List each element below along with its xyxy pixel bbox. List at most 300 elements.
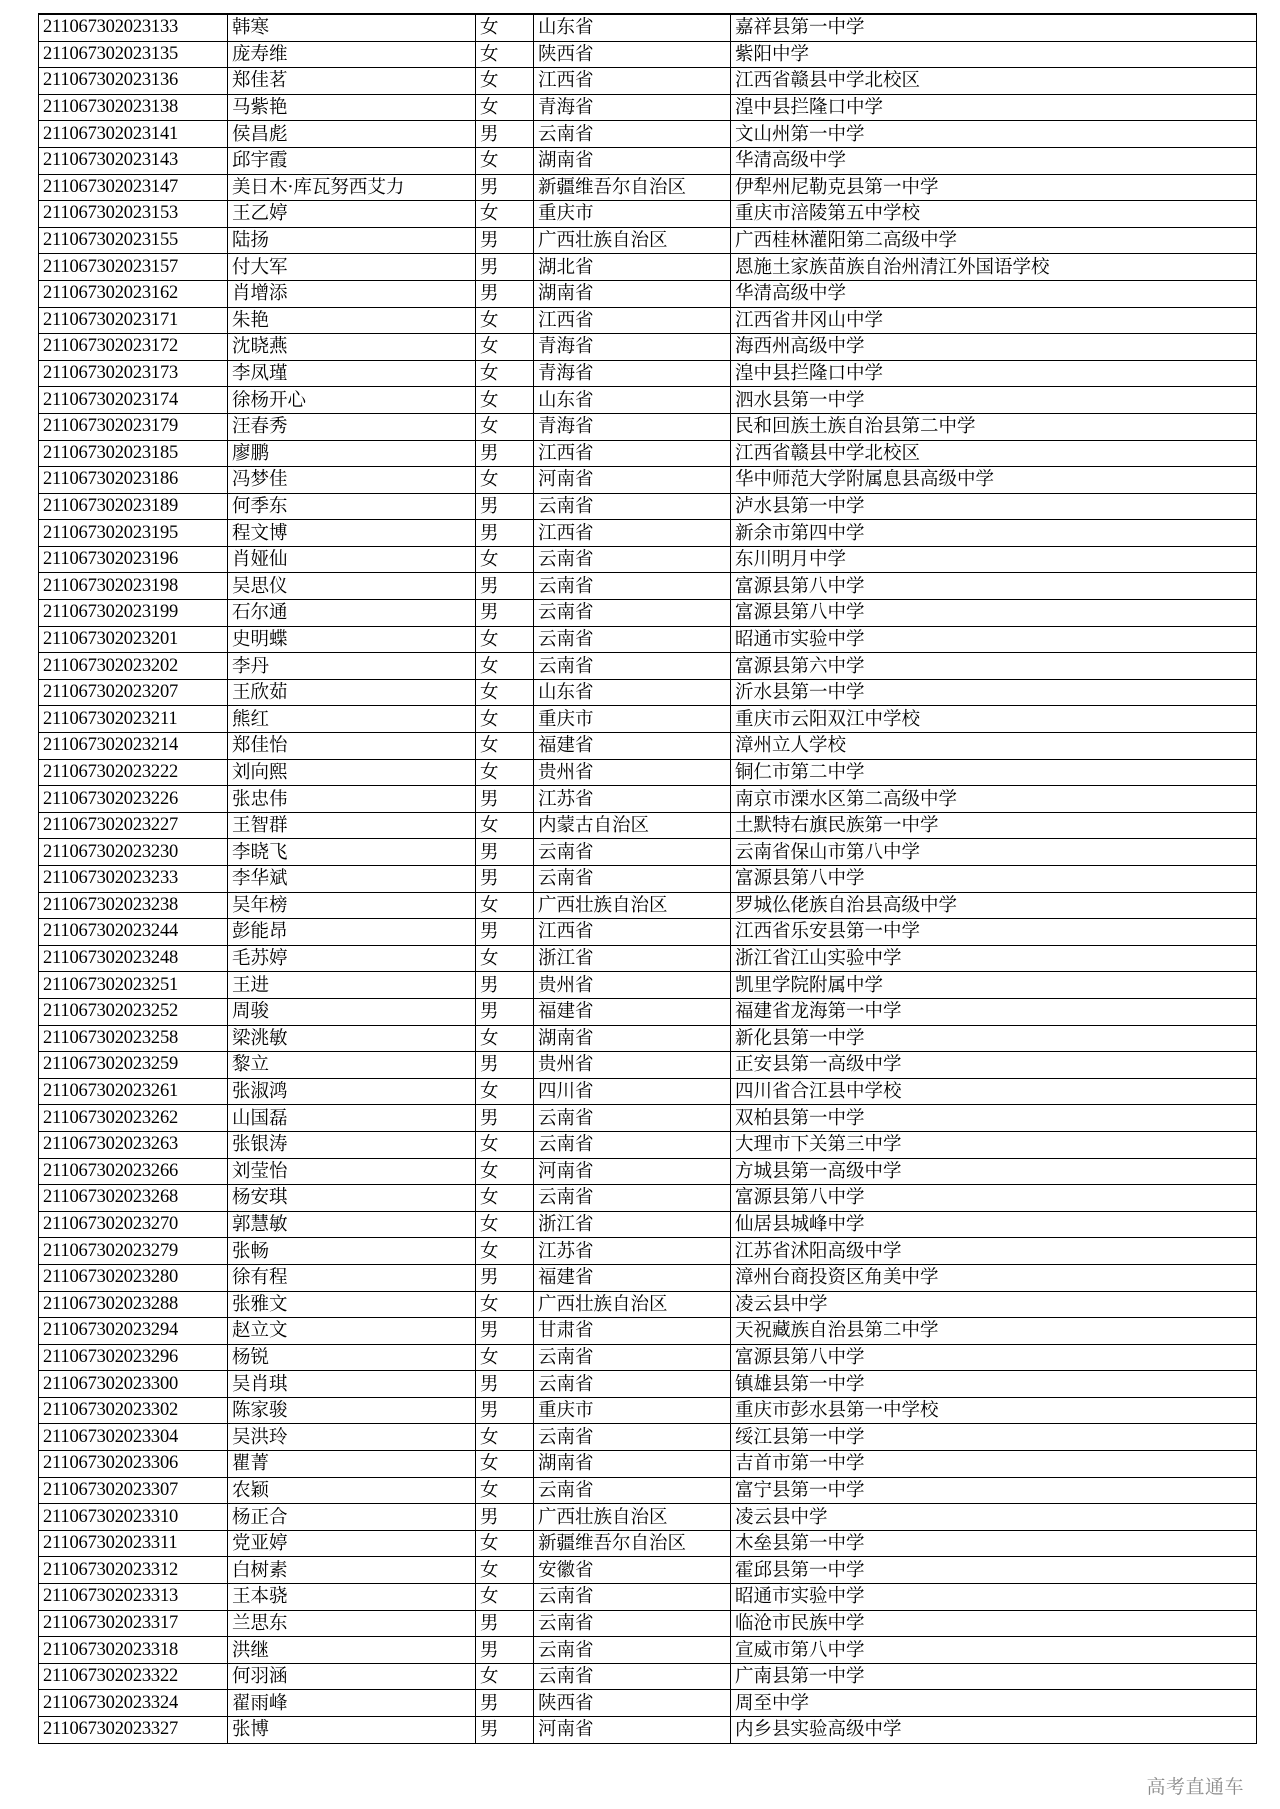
gender-cell: 女 [476,1663,534,1690]
exam-id-cell: 211067302023324 [39,1690,228,1717]
gender-cell: 男 [476,1690,534,1717]
table-row [39,1264,1257,1291]
table-row [39,573,1257,600]
school-cell: 重庆市涪陵第五中学校 [731,201,1257,228]
exam-id-cell: 211067302023138 [39,94,228,121]
table-row [39,413,1257,440]
exam-id-cell: 211067302023259 [39,1052,228,1079]
table-row [39,467,1257,494]
name-cell: 王智群 [228,812,476,839]
table-row [39,945,1257,972]
exam-id-cell: 211067302023186 [39,467,228,494]
province-cell: 云南省 [534,1637,731,1664]
name-cell: 陆扬 [228,227,476,254]
gender-cell: 女 [476,1025,534,1052]
school-cell: 福建省龙海第一中学 [731,998,1257,1025]
school-cell: 正安县第一高级中学 [731,1052,1257,1079]
exam-id-cell: 211067302023311 [39,1530,228,1557]
name-cell: 党亚婷 [228,1530,476,1557]
exam-id-cell: 211067302023162 [39,280,228,307]
province-cell: 云南省 [534,121,731,148]
province-cell: 浙江省 [534,945,731,972]
school-cell: 恩施土家族苗族自治州清江外国语学校 [731,254,1257,281]
exam-id-cell: 211067302023258 [39,1025,228,1052]
province-cell: 广西壮族自治区 [534,227,731,254]
table-row [39,440,1257,467]
exam-id-cell: 211067302023136 [39,68,228,95]
name-cell: 杨锐 [228,1344,476,1371]
gender-cell: 女 [476,1424,534,1451]
table-row [39,786,1257,813]
province-cell: 福建省 [534,1264,731,1291]
gender-cell: 女 [476,1477,534,1504]
name-cell: 张忠伟 [228,786,476,813]
gender-cell: 女 [476,1131,534,1158]
exam-id-cell: 211067302023141 [39,121,228,148]
exam-id-cell: 211067302023302 [39,1397,228,1424]
exam-id-cell: 211067302023195 [39,520,228,547]
school-cell: 重庆市彭水县第一中学校 [731,1397,1257,1424]
name-cell: 邱宇霞 [228,147,476,174]
exam-id-cell: 211067302023318 [39,1637,228,1664]
province-cell: 江西省 [534,520,731,547]
exam-id-cell: 211067302023185 [39,440,228,467]
table-row [39,706,1257,733]
gender-cell: 女 [476,360,534,387]
gender-cell: 男 [476,121,534,148]
school-cell: 富宁县第一中学 [731,1477,1257,1504]
name-cell: 刘莹怡 [228,1158,476,1185]
exam-id-cell: 211067302023230 [39,839,228,866]
gender-cell: 女 [476,812,534,839]
school-cell: 仙居县城峰中学 [731,1211,1257,1238]
exam-id-cell: 211067302023214 [39,733,228,760]
school-cell: 沂水县第一中学 [731,679,1257,706]
gender-cell: 男 [476,919,534,946]
province-cell: 贵州省 [534,759,731,786]
table-row [39,998,1257,1025]
exam-id-cell: 211067302023222 [39,759,228,786]
province-cell: 青海省 [534,94,731,121]
school-cell: 东川明月中学 [731,546,1257,573]
school-cell: 富源县第八中学 [731,600,1257,627]
name-cell: 李凤瑾 [228,360,476,387]
name-cell: 韩寒 [228,14,476,41]
school-cell: 富源县第八中学 [731,866,1257,893]
table-row [39,600,1257,627]
exam-id-cell: 211067302023226 [39,786,228,813]
school-cell: 凌云县中学 [731,1291,1257,1318]
exam-id-cell: 211067302023312 [39,1557,228,1584]
exam-id-cell: 211067302023211 [39,706,228,733]
exam-id-cell: 211067302023171 [39,307,228,334]
gender-cell: 女 [476,945,534,972]
table-row [39,1610,1257,1637]
table-row [39,307,1257,334]
gender-cell: 男 [476,998,534,1025]
gender-cell: 男 [476,1105,534,1132]
exam-id-cell: 211067302023172 [39,334,228,361]
table-row [39,1185,1257,1212]
table-row [39,360,1257,387]
gender-cell: 男 [476,254,534,281]
school-cell: 四川省合江县中学校 [731,1078,1257,1105]
table-row [39,679,1257,706]
school-cell: 湟中县拦隆口中学 [731,360,1257,387]
province-cell: 江西省 [534,68,731,95]
exam-id-cell: 211067302023233 [39,866,228,893]
table-row [39,812,1257,839]
school-cell: 临沧市民族中学 [731,1610,1257,1637]
table-row [39,866,1257,893]
name-cell: 李丹 [228,653,476,680]
exam-id-cell: 211067302023304 [39,1424,228,1451]
table-row [39,733,1257,760]
name-cell: 肖增添 [228,280,476,307]
school-cell: 绥江县第一中学 [731,1424,1257,1451]
province-cell: 广西壮族自治区 [534,892,731,919]
name-cell: 山国磊 [228,1105,476,1132]
province-cell: 甘肃省 [534,1318,731,1345]
name-cell: 翟雨峰 [228,1690,476,1717]
gender-cell: 女 [476,1211,534,1238]
gender-cell: 男 [476,839,534,866]
table-row [39,94,1257,121]
name-cell: 刘向熙 [228,759,476,786]
table-row [39,1530,1257,1557]
name-cell: 李华斌 [228,866,476,893]
name-cell: 农颖 [228,1477,476,1504]
school-cell: 木垒县第一中学 [731,1530,1257,1557]
school-cell: 重庆市云阳双江中学校 [731,706,1257,733]
name-cell: 陈家骏 [228,1397,476,1424]
gender-cell: 女 [476,653,534,680]
name-cell: 毛苏婷 [228,945,476,972]
province-cell: 云南省 [534,1185,731,1212]
table-row [39,653,1257,680]
exam-id-cell: 211067302023143 [39,147,228,174]
name-cell: 梁洮敏 [228,1025,476,1052]
name-cell: 郑佳怡 [228,733,476,760]
exam-id-cell: 211067302023306 [39,1451,228,1478]
table-row [39,41,1257,68]
name-cell: 张淑鸿 [228,1078,476,1105]
province-cell: 福建省 [534,998,731,1025]
exam-id-cell: 211067302023252 [39,998,228,1025]
exam-id-cell: 211067302023201 [39,626,228,653]
name-cell: 徐有程 [228,1264,476,1291]
name-cell: 庞寿维 [228,41,476,68]
gender-cell: 女 [476,1584,534,1611]
school-cell: 海西州高级中学 [731,334,1257,361]
table-row [39,1105,1257,1132]
province-cell: 江西省 [534,440,731,467]
province-cell: 重庆市 [534,706,731,733]
province-cell: 重庆市 [534,201,731,228]
gender-cell: 女 [476,41,534,68]
table-row [39,919,1257,946]
name-cell: 洪继 [228,1637,476,1664]
roster-body [39,14,1257,1743]
school-cell: 大理市下关第三中学 [731,1131,1257,1158]
table-row [39,839,1257,866]
school-cell: 泗水县第一中学 [731,387,1257,414]
exam-id-cell: 211067302023157 [39,254,228,281]
gender-cell: 女 [476,706,534,733]
exam-id-cell: 211067302023202 [39,653,228,680]
name-cell: 白树素 [228,1557,476,1584]
name-cell: 王欣茹 [228,679,476,706]
table-row [39,1397,1257,1424]
name-cell: 沈晓燕 [228,334,476,361]
province-cell: 云南省 [534,1663,731,1690]
table-row [39,1557,1257,1584]
table-row [39,1211,1257,1238]
province-cell: 贵州省 [534,972,731,999]
name-cell: 肖娅仙 [228,546,476,573]
province-cell: 云南省 [534,573,731,600]
gender-cell: 女 [476,1185,534,1212]
name-cell: 瞿菁 [228,1451,476,1478]
province-cell: 安徽省 [534,1557,731,1584]
name-cell: 石尔通 [228,600,476,627]
name-cell: 侯昌彪 [228,121,476,148]
province-cell: 山东省 [534,387,731,414]
exam-id-cell: 211067302023244 [39,919,228,946]
exam-id-cell: 211067302023313 [39,1584,228,1611]
exam-id-cell: 211067302023189 [39,493,228,520]
table-row [39,1318,1257,1345]
table-row [39,1584,1257,1611]
table-row [39,1504,1257,1531]
province-cell: 云南省 [534,1131,731,1158]
gender-cell: 男 [476,1637,534,1664]
gender-cell: 男 [476,600,534,627]
school-cell: 新化县第一中学 [731,1025,1257,1052]
school-cell: 镇雄县第一中学 [731,1371,1257,1398]
gender-cell: 女 [476,1451,534,1478]
exam-id-cell: 211067302023294 [39,1318,228,1345]
gender-cell: 女 [476,546,534,573]
exam-id-cell: 211067302023307 [39,1477,228,1504]
gender-cell: 女 [476,1530,534,1557]
school-cell: 内乡县实验高级中学 [731,1717,1257,1744]
school-cell: 富源县第八中学 [731,1185,1257,1212]
school-cell: 漳州立人学校 [731,733,1257,760]
name-cell: 彭能昂 [228,919,476,946]
exam-id-cell: 211067302023179 [39,413,228,440]
name-cell: 吴思仪 [228,573,476,600]
province-cell: 河南省 [534,1717,731,1744]
name-cell: 郑佳茗 [228,68,476,95]
exam-id-cell: 211067302023310 [39,1504,228,1531]
watermark-text: 高考直通车 [1146,1776,1244,1798]
student-roster-table [38,13,1257,1744]
school-cell: 浙江省江山实验中学 [731,945,1257,972]
province-cell: 重庆市 [534,1397,731,1424]
province-cell: 广西壮族自治区 [534,1291,731,1318]
table-row [39,493,1257,520]
gender-cell: 男 [476,440,534,467]
gender-cell: 男 [476,520,534,547]
table-row [39,1637,1257,1664]
table-row [39,1717,1257,1744]
province-cell: 广西壮族自治区 [534,1504,731,1531]
table-row [39,1238,1257,1265]
table-row [39,892,1257,919]
province-cell: 新疆维吾尔自治区 [534,1530,731,1557]
gender-cell: 女 [476,1078,534,1105]
province-cell: 江西省 [534,919,731,946]
name-cell: 熊红 [228,706,476,733]
gender-cell: 女 [476,94,534,121]
school-cell: 华清高级中学 [731,147,1257,174]
school-cell: 吉首市第一中学 [731,1451,1257,1478]
name-cell: 张畅 [228,1238,476,1265]
province-cell: 河南省 [534,1158,731,1185]
table-row [39,1025,1257,1052]
exam-id-cell: 211067302023196 [39,546,228,573]
school-cell: 宣威市第八中学 [731,1637,1257,1664]
gender-cell: 女 [476,733,534,760]
gender-cell: 女 [476,679,534,706]
name-cell: 吴肖琪 [228,1371,476,1398]
table-row [39,1131,1257,1158]
gender-cell: 男 [476,493,534,520]
province-cell: 云南省 [534,1424,731,1451]
province-cell: 青海省 [534,360,731,387]
province-cell: 云南省 [534,493,731,520]
province-cell: 云南省 [534,546,731,573]
table-row [39,147,1257,174]
table-row [39,174,1257,201]
gender-cell: 女 [476,68,534,95]
gender-cell: 女 [476,467,534,494]
table-row [39,1663,1257,1690]
province-cell: 云南省 [534,866,731,893]
exam-id-cell: 211067302023296 [39,1344,228,1371]
province-cell: 江苏省 [534,786,731,813]
exam-id-cell: 211067302023268 [39,1185,228,1212]
table-row [39,626,1257,653]
province-cell: 湖南省 [534,147,731,174]
exam-id-cell: 211067302023317 [39,1610,228,1637]
gender-cell: 女 [476,626,534,653]
school-cell: 方城县第一高级中学 [731,1158,1257,1185]
table-row [39,14,1257,41]
province-cell: 云南省 [534,839,731,866]
gender-cell: 男 [476,573,534,600]
province-cell: 云南省 [534,1344,731,1371]
school-cell: 新余市第四中学 [731,520,1257,547]
province-cell: 云南省 [534,626,731,653]
table-row [39,1451,1257,1478]
table-row [39,1158,1257,1185]
exam-id-cell: 211067302023261 [39,1078,228,1105]
province-cell: 湖南省 [534,1451,731,1478]
table-row [39,68,1257,95]
gender-cell: 男 [476,1717,534,1744]
province-cell: 云南省 [534,1371,731,1398]
gender-cell: 男 [476,1052,534,1079]
gender-cell: 女 [476,1557,534,1584]
name-cell: 赵立文 [228,1318,476,1345]
province-cell: 云南省 [534,1477,731,1504]
exam-id-cell: 211067302023270 [39,1211,228,1238]
school-cell: 紫阳中学 [731,41,1257,68]
school-cell: 泸水县第一中学 [731,493,1257,520]
province-cell: 河南省 [534,467,731,494]
school-cell: 富源县第八中学 [731,1344,1257,1371]
gender-cell: 女 [476,307,534,334]
school-cell: 广南县第一中学 [731,1663,1257,1690]
school-cell: 罗城仫佬族自治县高级中学 [731,892,1257,919]
gender-cell: 女 [476,147,534,174]
school-cell: 云南省保山市第八中学 [731,839,1257,866]
school-cell: 昭通市实验中学 [731,1584,1257,1611]
exam-id-cell: 211067302023251 [39,972,228,999]
table-row [39,1424,1257,1451]
name-cell: 周骏 [228,998,476,1025]
province-cell: 云南省 [534,600,731,627]
exam-id-cell: 211067302023153 [39,201,228,228]
name-cell: 杨安琪 [228,1185,476,1212]
name-cell: 王本骁 [228,1584,476,1611]
name-cell: 徐杨开心 [228,387,476,414]
school-cell: 富源县第六中学 [731,653,1257,680]
gender-cell: 女 [476,1344,534,1371]
name-cell: 王乙婷 [228,201,476,228]
school-cell: 富源县第八中学 [731,573,1257,600]
name-cell: 朱艳 [228,307,476,334]
school-cell: 文山州第一中学 [731,121,1257,148]
name-cell: 张博 [228,1717,476,1744]
name-cell: 马紫艳 [228,94,476,121]
gender-cell: 女 [476,14,534,41]
exam-id-cell: 211067302023133 [39,14,228,41]
exam-id-cell: 211067302023207 [39,679,228,706]
gender-cell: 男 [476,866,534,893]
name-cell: 何季东 [228,493,476,520]
table-row [39,227,1257,254]
gender-cell: 男 [476,227,534,254]
province-cell: 湖南省 [534,1025,731,1052]
school-cell: 南京市溧水区第二高级中学 [731,786,1257,813]
name-cell: 杨正合 [228,1504,476,1531]
exam-id-cell: 211067302023155 [39,227,228,254]
name-cell: 程文博 [228,520,476,547]
school-cell: 江西省赣县中学北校区 [731,68,1257,95]
name-cell: 廖鹏 [228,440,476,467]
school-cell: 广西桂林灌阳第二高级中学 [731,227,1257,254]
table-row [39,334,1257,361]
exam-id-cell: 211067302023300 [39,1371,228,1398]
gender-cell: 女 [476,1291,534,1318]
exam-id-cell: 211067302023327 [39,1717,228,1744]
gender-cell: 女 [476,201,534,228]
name-cell: 张银涛 [228,1131,476,1158]
exam-id-cell: 211067302023322 [39,1663,228,1690]
table-row [39,280,1257,307]
province-cell: 山东省 [534,14,731,41]
province-cell: 青海省 [534,334,731,361]
school-cell: 湟中县拦隆口中学 [731,94,1257,121]
gender-cell: 男 [476,786,534,813]
gender-cell: 女 [476,334,534,361]
school-cell: 天祝藏族自治县第二中学 [731,1318,1257,1345]
name-cell: 李晓飞 [228,839,476,866]
table-row [39,387,1257,414]
